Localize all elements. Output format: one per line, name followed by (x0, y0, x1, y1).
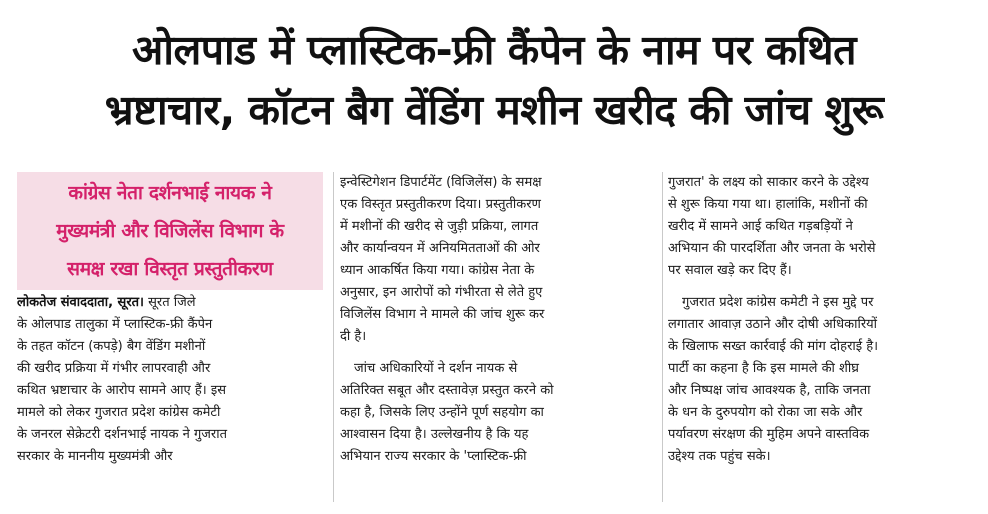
text-line: की खरीद प्रक्रिया में गंभीर लापरवाही और (17, 361, 211, 376)
text-line: कहा है, जिसके लिए उन्होंने पूर्ण सहयोग का (340, 405, 544, 420)
subheadline-line-1: कांग्रेस नेता दर्शनभाई नायक ने (68, 182, 272, 204)
text-line: अभियान राज्य सरकार के 'प्लास्टिक-फ्री (340, 449, 527, 464)
text-line: कथित भ्रष्टाचार के आरोप सामने आए हैं। इस (17, 383, 226, 398)
text-line: मामले को लेकर गुजरात प्रदेश कांग्रेस कमेटी (17, 405, 221, 420)
article-column-1 (17, 292, 329, 468)
headline (0, 20, 988, 140)
text-line: जांच अधिकारियों ने दर्शन नायक से (354, 361, 518, 376)
text-line: एक विस्तृत प्रस्तुतीकरण दिया। प्रस्तुतीकरण (340, 197, 541, 212)
text-line: के धन के दुरुपयोग को रोका जा सके और (668, 405, 863, 420)
text-line: पर्यावरण संरक्षण की मुहिम अपने वास्तविक (668, 427, 870, 442)
text-line: ध्यान आकर्षित किया गया। कांग्रेस नेता के (340, 263, 535, 278)
column-divider (662, 172, 663, 502)
text-line: विजिलेंस विभाग ने मामले की जांच शुरू कर (340, 307, 545, 322)
subheadline-box (17, 172, 323, 290)
column-divider (333, 172, 334, 502)
text-line: गुजरात' के लक्ष्य को साकार करने के उद्देश्य (668, 175, 869, 190)
text-line: अभियान की पारदर्शिता और जनता के भरोसे (668, 241, 876, 256)
text-line: अतिरिक्त सबूत और दस्तावेज़ प्रस्तुत करने को (340, 383, 554, 398)
subheadline-line-2: मुख्यमंत्री और विजिलेंस विभाग के (56, 220, 284, 242)
text-line: दी है। (340, 329, 367, 344)
paragraph-gap (340, 348, 658, 358)
text-line: के ओलपाड तालुका में प्लास्टिक-फ्री कैंपेन (17, 317, 213, 332)
text-line: पार्टी का कहना है कि इस मामले की शीघ्र (668, 361, 859, 376)
text-line: अनुसार, इन आरोपों को गंभीरता से लेते हुए (340, 285, 543, 300)
headline-line-1: ओलपाड में प्लास्टिक-फ्री कैंपेन के नाम पर कथित (132, 26, 856, 74)
article-column-2 (340, 172, 658, 468)
text-line: में मशीनों की खरीद से जुड़ी प्रक्रिया, लागत (340, 219, 539, 234)
text-line: के जनरल सेक्रेटरी दर्शनभाई नायक ने गुजरात (17, 427, 228, 442)
text-line: लगातार आवाज़ उठाने और दोषी अधिकारियों (668, 317, 878, 332)
text-line: उद्देश्य तक पहुंच सके। (668, 449, 771, 464)
text-line (17, 292, 329, 314)
text-run: सूरत जिले (144, 295, 196, 310)
text-line: पर सवाल खड़े कर दिए हैं। (668, 263, 792, 278)
paragraph-gap (668, 282, 974, 292)
text-line: और कार्यान्वयन में अनियमितताओं की ओर (340, 241, 540, 256)
text-line: के तहत कॉटन (कपड़े) बैग वेंडिंग मशीनों (17, 339, 206, 354)
text-line: आश्वासन दिया है। उल्लेखनीय है कि यह (340, 427, 529, 442)
text-line: खरीद में सामने आई कथित गड़बड़ियों ने (668, 219, 853, 234)
headline-line-2: भ्रष्टाचार, कॉटन बैग वेंडिंग मशीन खरीद की जांच शुरू (104, 86, 884, 134)
text-line: के खिलाफ सख्त कार्रवाई की मांग दोहराई है। (668, 339, 879, 354)
text-line: सरकार के माननीय मुख्यमंत्री और (17, 449, 173, 464)
article-column-3 (668, 172, 974, 468)
text-line: गुजरात प्रदेश कांग्रेस कमेटी ने इस मुद्दे पर (682, 295, 874, 310)
subheadline-line-3: समक्ष रखा विस्तृत प्रस्तुतीकरण (67, 258, 273, 280)
text-line: से शुरू किया गया था। हालांकि, मशीनों की (668, 197, 868, 212)
text-line: इन्वेस्टिगेशन डिपार्टमेंट (विजिलेंस) के समक्ष (340, 175, 542, 190)
text-line: और निष्पक्ष जांच आवश्यक है, ताकि जनता (668, 383, 871, 398)
byline: लोकतेज संवाददाता, सूरत। (17, 295, 144, 310)
